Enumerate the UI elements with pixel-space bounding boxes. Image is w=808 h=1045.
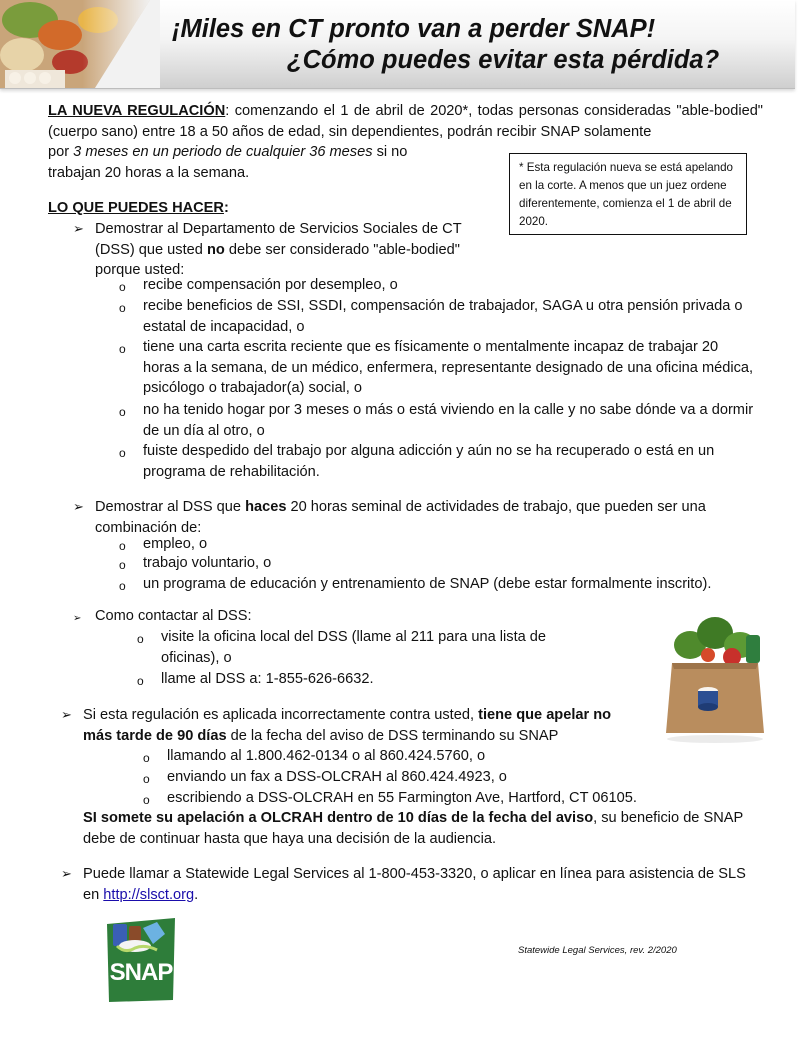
appeal-text xyxy=(83,705,643,746)
appeal-sub3: escribiendo a DSS-OLCRAH en 55 Farmington Ave, Hartford, CT 06105. xyxy=(167,790,637,806)
item1-pre: Demostrar al Departamento de Servicios Sociales de CT (DSS) que usted xyxy=(95,221,462,258)
slsct-link[interactable]: http://slsct.org xyxy=(103,886,195,903)
appeal-sub2: enviando un fax a DSS-OLCRAH al 860.424.4923, o xyxy=(167,769,507,785)
item2-sub3: un programa de educación y entrenamiento de SNAP (debe estar formalmente inscrito). xyxy=(143,576,712,592)
item2-bold: haces xyxy=(245,499,287,515)
item2-sub1: empleo, o xyxy=(143,536,208,552)
item3-sub2: llame al DSS a: 1-855-626-6632. xyxy=(161,671,374,687)
item1-sub1: recibe compensación por desempleo, o xyxy=(143,277,398,293)
appeal-closing-bold: SI somete su apelación a OLCRAH dentro de 10 días de la fecha del aviso xyxy=(83,810,594,826)
groceries-photo xyxy=(0,0,160,88)
item1-sub5: fuiste despedido del trabajo por alguna adicción y aún no se ha recuperado o está en un programa de rehabilitación. xyxy=(143,443,715,480)
square-bullet-icon: o xyxy=(137,632,144,646)
item2-post: 20 horas seminal de actividades de trabajo, que pueden ser una combinación de: xyxy=(95,499,706,536)
intro-line4: trabajan 20 horas a la semana. xyxy=(48,165,250,181)
arrow-bullet-icon: ➢ xyxy=(73,221,84,236)
item1-sub2: recibe beneficios de SSI, SSDI, compensación de trabajador, SAGA u otra pensión privada o estatal de incapacidad, o xyxy=(143,298,743,335)
intro-line3-post: si no xyxy=(372,144,408,160)
square-bullet-icon: o xyxy=(137,674,144,688)
intro-line3-italic: 3 meses en un periodo de cualquier 36 meses xyxy=(73,144,373,160)
appeal-bold: tiene que apelar no más tarde de 90 días xyxy=(83,707,612,744)
snap-logo xyxy=(105,916,177,1002)
footer-credit: Statewide Legal Services, rev. 2/2020 xyxy=(518,945,677,956)
item2-pre: Demostrar al DSS que xyxy=(95,499,246,515)
square-bullet-icon: o xyxy=(143,751,150,765)
page-title-line2: ¿Cómo puedes evitar esta pérdida? xyxy=(287,46,720,74)
square-bullet-icon: o xyxy=(119,446,126,460)
appeal-sub1: llamando al 1.800.462-0134 o al 860.424.5760, o xyxy=(167,748,486,764)
legal-services-post: . xyxy=(194,886,199,903)
item1-text xyxy=(95,219,493,281)
item2-text xyxy=(95,497,765,538)
note-box: * Esta regulación nueva se está apelando en la corte. A menos que un juez ordene diferentemente, comienza el 1 de abril de 2020. xyxy=(509,153,747,235)
square-bullet-icon: o xyxy=(143,772,150,786)
appeal-closing xyxy=(83,808,768,849)
heading-text: LO QUE PUEDES HACER xyxy=(48,200,224,216)
what-you-can-do-heading xyxy=(48,198,229,219)
square-bullet-icon: o xyxy=(119,558,126,572)
page-title-line1: ¡Miles en CT pronto van a perder SNAP! xyxy=(172,15,656,43)
appeal-closing-rest: , su beneficio de SNAP debe de continuar hasta que haya una decisión de la audiencia. xyxy=(83,810,743,847)
snap-logo-text: SNAP xyxy=(109,959,173,986)
square-bullet-icon: o xyxy=(119,539,126,553)
arrow-bullet-icon: ➢ xyxy=(61,707,72,722)
intro-lead: LA NUEVA REGULACIÓN xyxy=(48,103,226,119)
intro-paragraph xyxy=(48,101,763,142)
square-bullet-icon: o xyxy=(119,280,126,294)
item1-bold: no xyxy=(206,241,225,258)
arrow-bullet-icon: ➢ xyxy=(73,499,84,514)
arrow-bullet-icon: ➢ xyxy=(61,866,72,881)
square-bullet-icon: o xyxy=(119,301,126,315)
item2-sub2: trabajo voluntario, o xyxy=(143,555,272,571)
square-bullet-icon: o xyxy=(119,579,126,593)
item3-sub1: visite la oficina local del DSS (llame al 211 para una lista de oficinas), o xyxy=(161,629,547,666)
square-bullet-icon: o xyxy=(143,793,150,807)
legal-services-text xyxy=(83,864,763,905)
item1-sub3: tiene una carta escrita reciente que es físicamente o mentalmente incapaz de trabajar 20 horas a la semana, de un médico, enfermera, representante designado de una oficina médica, psicólogo o trabajador(a) social, o xyxy=(143,339,754,397)
square-bullet-icon: o xyxy=(119,405,126,419)
appeal-post: de la fecha del aviso de DSS terminando su SNAP xyxy=(226,727,559,744)
square-bullet-icon: o xyxy=(119,342,126,356)
intro-lead-rest: : comenzando el 1 de abril de 2020*, todas personas consideradas "able-bodied" (cuerpo sano) entre 18 a 50 años de edad, sin dependientes, podrán recibir SNAP solamente xyxy=(48,103,763,140)
grocery-bag-image xyxy=(660,605,770,745)
arrow-bullet-icon: ➢ xyxy=(73,613,82,624)
heading-colon: : xyxy=(223,200,229,216)
legal-services-pre: Puede llamar a Statewide Legal Services al 1-800-453-3320, o aplicar en línea para asistencia de SLS en xyxy=(83,866,746,903)
intro-line3-pre: por xyxy=(48,144,74,160)
appeal-pre: Si esta regulación es aplicada incorrectamente contra usted, xyxy=(83,707,479,723)
item3-text: Como contactar al DSS: xyxy=(95,608,252,624)
item1-sub4: no ha tenido hogar por 3 meses o más o está viviendo en la calle y no sabe dónde va a dormir de un día al otro, o xyxy=(143,402,754,439)
item1-post: debe ser considerado "able-bodied" porque usted: xyxy=(95,241,460,279)
intro-line3 xyxy=(48,142,498,163)
